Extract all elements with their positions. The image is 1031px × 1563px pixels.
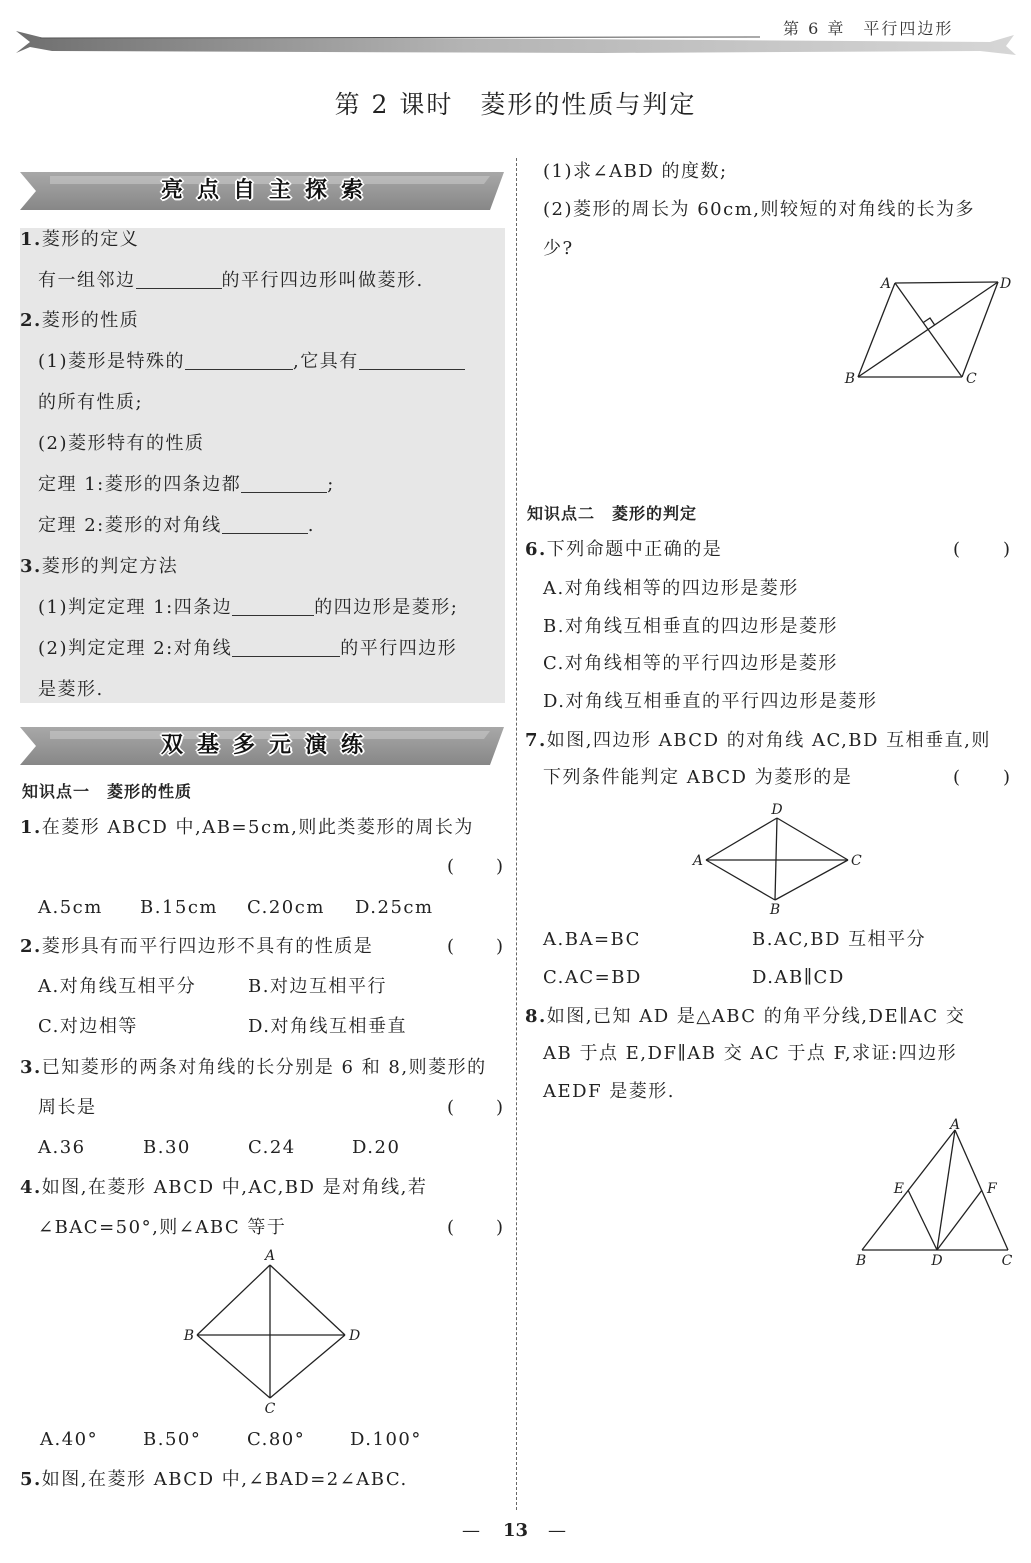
section-banner-explore: 亮点自主探索 (160, 178, 377, 203)
option-d: D.对角线互相垂直的平行四边形是菱形 (543, 691, 878, 712)
lesson-title: 第 2 课时 菱形的性质与判定 (334, 90, 697, 119)
question-4-stem-cont: ∠BAC=50°,则∠ABC 等于 (38, 1217, 287, 1238)
label-c: C (264, 1401, 276, 1417)
option-b: B.50° (143, 1429, 202, 1450)
label-a: A (692, 853, 703, 869)
item-title: 菱形的判定方法 (41, 556, 179, 577)
side-ba (858, 283, 895, 377)
stem-text: 已知菱形的两条对角线的长分别是 6 和 8,则菱形的 (41, 1057, 487, 1078)
label-b: B (855, 1253, 867, 1269)
answer-bracket-close: ) (1003, 539, 1012, 560)
explore-item-2-sub2: (2)菱形特有的性质 (38, 433, 205, 454)
stem-text: 菱形具有而平行四边形不具有的性质是 (41, 936, 374, 957)
explore-item-2-sub1-cont: 的所有性质; (38, 392, 144, 413)
answer-bracket-open: ( (953, 767, 962, 788)
stem-text: 如图,已知 AD 是△ABC 的角平分线,DE∥AC 交 (546, 1006, 966, 1027)
question-number: 4. (20, 1177, 42, 1198)
figure-q7-quadrilateral (691, 802, 862, 918)
label-e: E (893, 1181, 904, 1197)
question-8-stem-cont: AEDF 是菱形. (543, 1081, 676, 1102)
figure-q8-triangle (855, 1117, 1013, 1269)
side-ba (706, 860, 775, 900)
question-number: 3. (20, 1057, 42, 1078)
answer-bracket-close: ) (1003, 767, 1012, 788)
text: ,它具有 (293, 351, 359, 372)
label-c: C (1001, 1253, 1013, 1269)
question-5-part-1: (1)求∠ABD 的度数; (543, 161, 728, 182)
option-a: A.5cm (38, 897, 103, 918)
answer-bracket-close: ) (496, 856, 505, 877)
text: 定理 2:菱形的对角线 (38, 515, 222, 536)
option-c: C.对边相等 (38, 1016, 138, 1037)
option-d: D.100° (350, 1429, 422, 1450)
option-a: A.36 (38, 1137, 86, 1158)
option-c: C.对角线相等的平行四边形是菱形 (543, 653, 838, 674)
bisector-ad (937, 1130, 955, 1250)
text: 定理 1:菱形的四条边都 (38, 474, 242, 495)
text: 的平行四边形 (340, 638, 458, 659)
label-b: B (769, 902, 781, 918)
footer-dash-right: — (548, 1520, 566, 1541)
segment-df (937, 1190, 982, 1250)
text: 的平行四边形叫做菱形. (221, 270, 424, 291)
option-b: B.对边互相平行 (248, 976, 387, 997)
footer-dash-left: — (462, 1520, 480, 1541)
option-d: D.20 (352, 1137, 401, 1158)
answer-bracket-close: ) (496, 1097, 505, 1118)
text: 的四边形是菱形; (314, 597, 459, 618)
figure-q4-rhombus (183, 1248, 361, 1417)
label-a: A (264, 1248, 276, 1264)
right-angle-mark (923, 318, 934, 325)
answer-bracket-open: ( (953, 539, 962, 560)
label-f: F (987, 1181, 997, 1197)
label-d: D (771, 802, 783, 818)
knowledge-point-1-heading: 知识点一 菱形的性质 (22, 782, 193, 801)
question-7-stem-cont: 下列条件能判定 ABCD 为菱形的是 (543, 767, 853, 788)
option-b: B.AC,BD 互相平分 (752, 929, 927, 950)
option-d: D.AB∥CD (752, 967, 845, 988)
stem-text: 如图,在菱形 ABCD 中,AC,BD 是对角线,若 (41, 1177, 428, 1198)
item-number: 1. (20, 229, 42, 250)
label-b: B (183, 1328, 194, 1344)
option-d: D.25cm (355, 897, 434, 918)
chapter-header: 第 6 章 平行四边形 (783, 19, 954, 38)
option-a: A.对角线互相平分 (38, 976, 197, 997)
diagonal-db (775, 818, 777, 900)
option-c: C.20cm (247, 897, 325, 918)
stem-text: 下列命题中正确的是 (546, 539, 723, 560)
stem-text: 在菱形 ABCD 中,AB=5cm,则此类菱形的周长为 (41, 817, 474, 838)
side-ab (197, 1265, 270, 1335)
label-a: A (949, 1117, 961, 1133)
item-number: 2. (20, 310, 42, 331)
section-banner-practice: 双基多元演练 (160, 733, 377, 758)
question-number: 8. (525, 1006, 547, 1027)
side-dc (270, 1335, 345, 1398)
question-3-stem-cont: 周长是 (38, 1097, 97, 1118)
option-a: A.BA=BC (543, 929, 641, 950)
text: (1)菱形是特殊的 (38, 351, 185, 372)
option-b: B.30 (143, 1137, 191, 1158)
option-a: A.40° (40, 1429, 99, 1450)
label-c: C (966, 371, 977, 387)
option-b: B.15cm (140, 897, 219, 918)
label-c: C (851, 853, 862, 869)
text: ; (327, 474, 335, 495)
answer-bracket-open: ( (447, 856, 456, 877)
option-c: C.24 (248, 1137, 296, 1158)
text: 有一组邻边 (38, 270, 136, 291)
item-number: 3. (20, 556, 42, 577)
question-number: 5. (20, 1469, 42, 1490)
side-ad (270, 1265, 345, 1335)
text: . (307, 515, 315, 536)
stem-text: 如图,四边形 ABCD 的对角线 AC,BD 互相垂直,则 (546, 730, 991, 751)
question-number: 7. (525, 730, 547, 751)
knowledge-point-2-heading: 知识点二 菱形的判定 (527, 504, 698, 523)
question-5-part-2-cont: 少? (543, 238, 574, 259)
answer-bracket-close: ) (496, 1217, 505, 1238)
side-dc (962, 282, 998, 377)
option-b: B.对角线互相垂直的四边形是菱形 (543, 616, 838, 637)
label-b: B (844, 371, 855, 387)
text: (1)判定定理 1:四条边 (38, 597, 233, 618)
item-title: 菱形的定义 (41, 229, 140, 250)
question-number: 1. (20, 817, 42, 838)
question-5-part-2: (2)菱形的周长为 60cm,则较短的对角线的长为多 (543, 199, 975, 220)
option-c: C.AC=BD (543, 967, 642, 988)
option-c: C.80° (247, 1429, 306, 1450)
answer-bracket-open: ( (447, 1097, 456, 1118)
explore-item-3-sub2-cont: 是菱形. (38, 679, 104, 700)
option-a: A.对角线相等的四边形是菱形 (543, 578, 799, 599)
stem-text: 如图,在菱形 ABCD 中,∠BAD=2∠ABC. (41, 1469, 408, 1490)
question-8-stem-cont: AB 于点 E,DF∥AB 交 AC 于点 F,求证:四边形 (543, 1043, 958, 1064)
answer-bracket-close: ) (496, 936, 505, 957)
figure-q5-rhombus (844, 276, 1012, 387)
side-ad (706, 818, 777, 860)
label-d: D (931, 1253, 943, 1269)
label-d: D (349, 1328, 361, 1344)
label-a: A (880, 276, 891, 292)
option-d: D.对角线互相垂直 (248, 1016, 408, 1037)
answer-bracket-open: ( (447, 936, 456, 957)
question-number: 2. (20, 936, 42, 957)
page-number: 13 (503, 1520, 529, 1541)
side-dc (777, 818, 848, 860)
side-cb (775, 860, 848, 900)
label-d: D (1000, 276, 1012, 292)
side-ad (895, 282, 998, 283)
answer-bracket-open: ( (447, 1217, 456, 1238)
item-title: 菱形的性质 (41, 310, 140, 331)
question-number: 6. (525, 539, 547, 560)
segment-ed (908, 1190, 937, 1250)
text: (2)判定定理 2:对角线 (38, 638, 233, 659)
side-bc (197, 1335, 270, 1398)
diagonal-ac (895, 283, 962, 377)
